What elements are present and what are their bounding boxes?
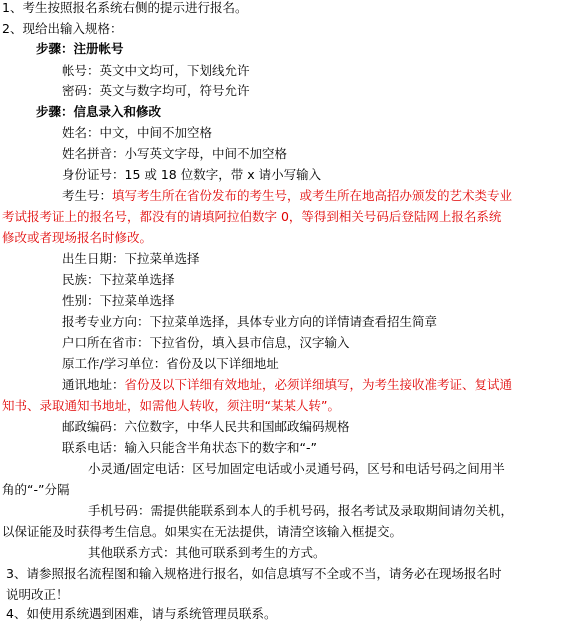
address-rule bbox=[62, 377, 512, 393]
pinyin-rule: 姓名拼音：小写英文字母，中间不加空格 bbox=[62, 146, 288, 161]
mobile-rule-2: 以保证能及时获得考生信息。如果实在无法提供，请清空该输入框提交。 bbox=[2, 524, 403, 539]
item-2: 2、现给出输入规格： bbox=[2, 21, 123, 36]
password-rule: 密码：英文与数字均可，符号允许 bbox=[62, 83, 250, 98]
hukou-rule: 户口所在省市：下拉省份，填入县市信息，汉字输入 bbox=[62, 335, 350, 350]
exam-no-desc-2: 考试报考证上的报名号，都没有的请填阿拉伯数字 0，等得到相关号码后登陆网上报名系统 bbox=[2, 209, 502, 224]
id-card-rule: 身份证号：15 或 18 位数字，带 x 请小写输入 bbox=[62, 167, 322, 182]
exam-no-rule bbox=[62, 188, 512, 204]
landline-rule-1: 小灵通/固定电话：区号加固定电话或小灵通号码，区号和电话号码之间用半 bbox=[88, 461, 505, 476]
work-unit-rule: 原工作/学习单位：省份及以下详细地址 bbox=[62, 356, 279, 371]
major-rule: 报考专业方向：下拉菜单选择，具体专业方向的详情请查看招生简章 bbox=[62, 314, 438, 329]
name-rule: 姓名：中文，中间不加空格 bbox=[62, 125, 213, 140]
postcode-rule: 邮政编码：六位数字，中华人民共和国邮政编码规格 bbox=[62, 419, 350, 434]
mobile-rule-1: 手机号码：需提供能联系到本人的手机号码，报名考试及录取期间请勿关机， bbox=[88, 503, 514, 518]
step1-title: 步骤：注册帐号 bbox=[36, 41, 124, 56]
item-4: 4、如使用系统遇到困难，请与系统管理员联系。 bbox=[6, 606, 277, 621]
address-label: 通讯地址： bbox=[62, 377, 125, 392]
exam-no-desc-3: 修改或者现场报名时修改。 bbox=[2, 230, 153, 245]
birthday-rule: 出生日期：下拉菜单选择 bbox=[62, 251, 200, 266]
nation-rule: 民族：下拉菜单选择 bbox=[62, 272, 175, 287]
step2-title: 步骤：信息录入和修改 bbox=[36, 104, 162, 119]
exam-no-desc-1: 填写考生所在省份发布的考生号，或考生所在地高招办颁发的艺术类专业 bbox=[112, 188, 513, 203]
address-desc-2: 知书、录取通知书地址，如需他人转收，须注明“某某人转”。 bbox=[2, 398, 340, 413]
landline-rule-2: 角的“-”分隔 bbox=[2, 482, 70, 497]
item-1: 1、考生按照报名系统右侧的提示进行报名。 bbox=[2, 0, 248, 15]
exam-no-label: 考生号： bbox=[62, 188, 113, 203]
item-3-line-2: 说明改正！ bbox=[6, 587, 69, 602]
item-3-line-1: 3、请参照报名流程图和输入规格进行报名，如信息填写不全或不当，请务必在现场报名时 bbox=[6, 566, 502, 581]
account-rule: 帐号：英文中文均可，下划线允许 bbox=[62, 63, 250, 78]
address-desc-1: 省份及以下详细有效地址，必须详细填写，为考生接收准考证、复试通 bbox=[124, 377, 513, 392]
phone-rule: 联系电话：输入只能含半角状态下的数字和“-” bbox=[62, 440, 317, 455]
gender-rule: 性别：下拉菜单选择 bbox=[62, 293, 175, 308]
other-contact-rule: 其他联系方式：其他可联系到考生的方式。 bbox=[88, 545, 326, 560]
